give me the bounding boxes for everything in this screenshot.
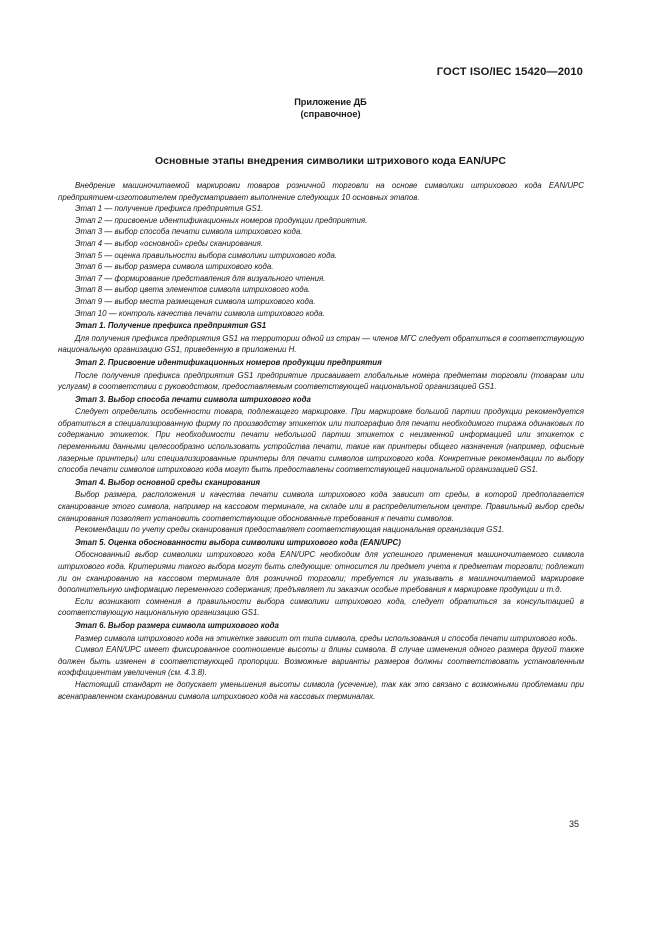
section-title: Основные этапы внедрения символики штрихового кода EAN/UPC	[155, 155, 506, 167]
annex-title: Приложение ДБ	[294, 97, 367, 107]
body-text	[58, 180, 584, 702]
step-item: Этап 5 — оценка правильности выбора символики штрихового кода.	[75, 250, 338, 260]
stage5-heading: Этап 5. Оценка обоснованности выбора символики штрихового кода (EAN/UPC)	[75, 537, 401, 547]
stage6-paragraph: Настоящий стандарт не допускает уменьшения высоты символа (усечение), так как это связано с возможными проблемами при всенаправленном сканировании символа штрихового кода на кассовых терминалах.	[58, 679, 584, 701]
step-item: Этап 10 — контроль качества печати символа штрихового кода.	[75, 308, 325, 318]
step-item: Этап 4 — выбор «основной» среды сканирования.	[75, 238, 264, 248]
stage5-paragraph: Обоснованный выбор символики штрихового кода EAN/UPC необходим для успешного применения машиночитаемого символа штрихового кода. Критериями такого выбора могут быть следующие: относится ли предмет учета к предметам торговли; подлежит ли он сканированию на кассовом терминале для розничной торговли; требуется ли указывать в машиночитаемой маркировке дополнительную информацию переменного содержания; предъявляет ли заказчик особые требования к маркировке продукции и т.д.	[58, 550, 584, 595]
page-number: 35	[568, 819, 579, 829]
stage6-paragraph: Размер символа штрихового кода на этикетке зависит от типа символа, среды использования и способа печати штрихового кодь.	[75, 633, 578, 643]
stage1-heading: Этап 1. Получение префикса предприятия GS1	[75, 321, 267, 331]
step-item: Этап 9 — выбор места размещения символа штрихового кода.	[75, 296, 316, 306]
stage3-paragraph: Следует определить особенности товара, подлежащего маркировке. При маркировке большой партии продукции рекомендуется обратиться в специализированную фирму по производству этикеток или типографию для печати необходимого тиража одинаковых по содержанию этикеток. При необходимости печати небольшой партии этикеток с неизменной информацией или этикеток с переменными данными целесообразно использовать устройства печати, такие как принтеры общего назначения (например, офисные лазерные принтеры) или специализированные принтеры для печати символов штрихового кода. Конкретные рекомендации по выбору способа печати символов штрихового кода могут быть предоставлены соответствующей национальной организацией GS1.	[58, 407, 584, 475]
annex-block	[0, 96, 661, 120]
stage6-paragraph: Символ EAN/UPC имеет фиксированное соотношение высоты и длины символа. В случае изменения одного размера другой также должен быть изменен в соответствующей пропорции. Возможные варианты размеров должны соответствовать установленным коэффициентам увеличения (см. 4.3.8).	[58, 645, 584, 678]
step-item: Этап 6 — выбор размера символа штрихового кода.	[75, 262, 274, 272]
annex-note: (справочное)	[300, 109, 361, 119]
stage5-paragraph: Если возникают сомнения в правильности выбора символики штрихового кода, следует обратиться за консультацией в соответствующую национальную организацию GS1.	[58, 596, 584, 618]
intro-paragraph: Внедрение машиночитаемой маркировки товаров розничной торговли на основе символики штрихового кода EAN/UPC предприятием-изготовителем предусматривает выполнение следующих 10 основных этапов.	[58, 181, 584, 202]
step-item: Этап 1 — получение префикса предприятия GS1.	[75, 204, 264, 214]
stage6-heading: Этап 6. Выбор размера символа штрихового кода	[75, 620, 279, 630]
step-item: Этап 2 — присвоение идентификационных номеров продукции предприятия.	[75, 215, 368, 225]
stage2-paragraph: После получения префикса предприятия GS1 предприятие присваивает глобальные номера предметам торговли (товарам или услугам) в соответствии с руководством, предоставляемым соответствующей национальной организацией GS1.	[58, 370, 584, 392]
stage4-paragraph: Выбор размера, расположения и качества печати символа штрихового кода зависит от среды, в которой предполагается сканирование этого символа, например на кассовом терминале, на складе или в распределительном центре. Правильный выбор среды сканирования позволяет установить соответствующие обоснованные требования к печати символов.	[58, 490, 584, 523]
stage2-heading: Этап 2. Присвоение идентификационных номеров продукции предприятия	[75, 357, 382, 367]
stage1-paragraph: Для получения префикса предприятия GS1 на территории одной из стран — членов МГС следует обратиться в соответствующую национальную организацию GS1, приведенную в приложении Н.	[58, 333, 584, 355]
standard-designation: ГОСТ ISO/IEC 15420—2010	[436, 66, 583, 78]
step-item: Этап 7 — формирование представления для визуального чтения.	[75, 273, 326, 283]
stage3-heading: Этап 3. Выбор способа печати символа штрихового кода	[75, 394, 311, 404]
stage4-paragraph: Рекомендации по учету среды сканирования предоставляет соответствующая национальная организация GS1.	[75, 525, 505, 535]
step-item: Этап 3 — выбор способа печати символа штрихового кода.	[75, 227, 303, 237]
stage4-heading: Этап 4. Выбор основной среды сканирования	[75, 477, 261, 487]
step-item: Этап 8 — выбор цвета элементов символа штрихового кода.	[75, 285, 311, 295]
